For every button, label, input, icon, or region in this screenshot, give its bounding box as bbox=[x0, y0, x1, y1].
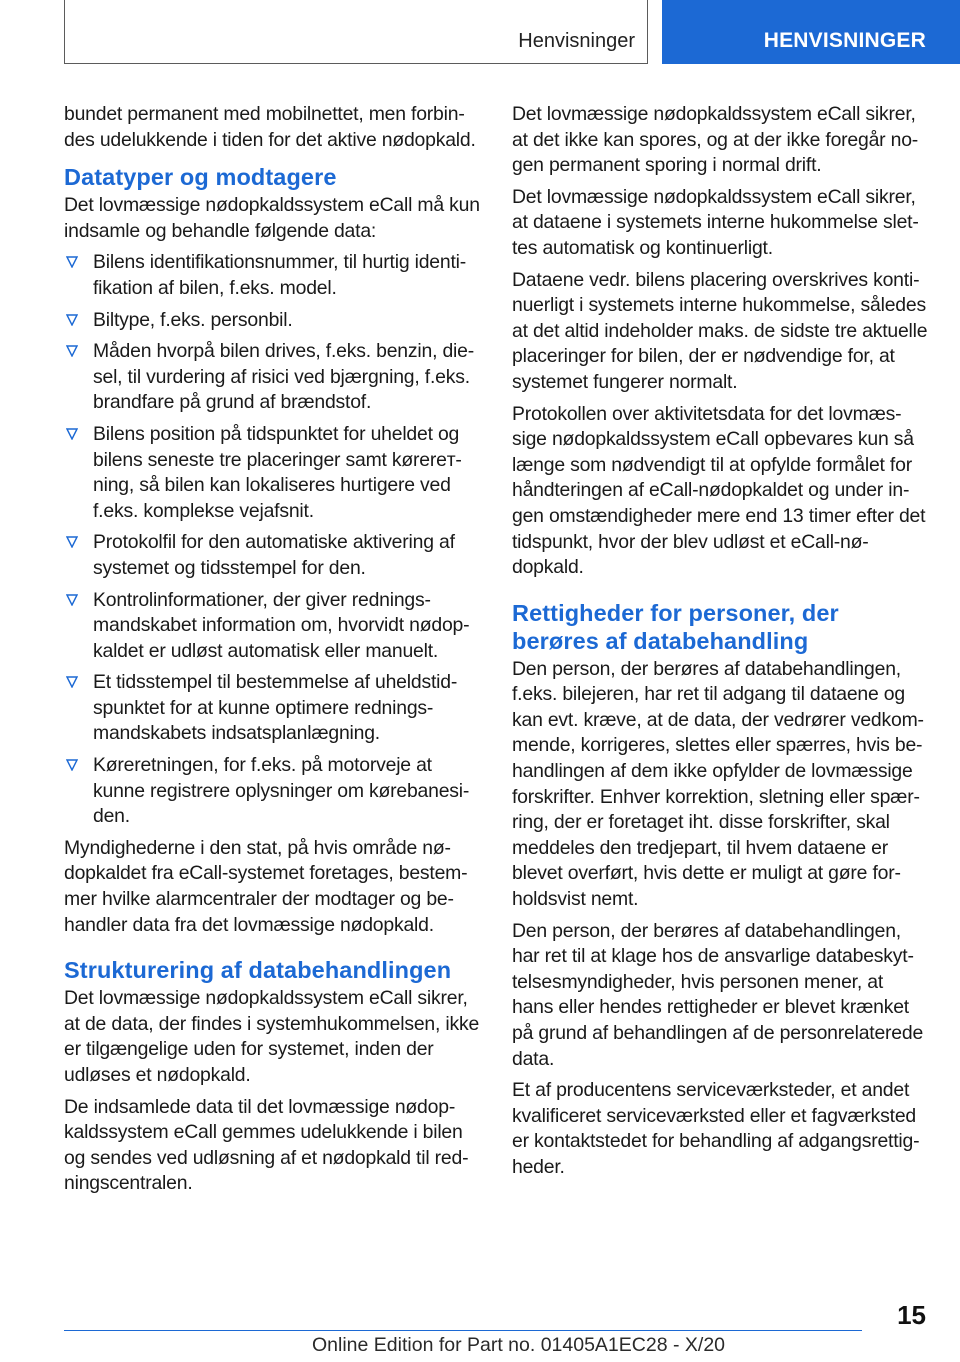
list-item bbox=[64, 250, 480, 301]
footer-divider bbox=[64, 1330, 862, 1331]
authorities-paragraph: Myndighederne i den stat, på hvis område nødopkaldet fra eCall-systemet foretages, bestemmer hvilke alarmcentraler der modtager og behandler data fra det lovmæssige nødopkald. bbox=[64, 836, 468, 936]
triangle-bullet-icon bbox=[66, 594, 78, 606]
rights-paragraph-3: Et af producentens serviceværksteder, et andet kvalificeret serviceværksted eller et fagværksted er kontaktstedet for behandling af adgangsrettigheder. bbox=[512, 1079, 920, 1178]
triangle-bullet-icon bbox=[66, 314, 78, 326]
tracking-paragraph: Det lovmæssige nødopkaldssystem eCall sikrer, at det ikke kan spores, og at der ikke foregår nogen permanent sporing i normal drift. bbox=[512, 103, 919, 177]
chapter-tab[interactable] bbox=[662, 0, 960, 64]
list-item bbox=[64, 753, 480, 830]
heading-rights: Rettigheder for personer, der berøres af databehandling bbox=[512, 599, 839, 654]
structuring-paragraph-1: Det lovmæssige nødopkaldssystem eCall sikrer, at de data, der findes i systemhukommelsen, ikke er tilgængelige uden for systemet, inden der udløses et nødopkald. bbox=[64, 987, 480, 1086]
heading-data-types: Datatyper og modtagere bbox=[64, 164, 337, 191]
position-paragraph: Dataene vedr. bilens placering overskrives kontinuerligt i systemets interne hukommelse, således at det altid indeholder maks. de sidste tre aktuelle placeringer for bilen, der er nødvendige for, at systemet fungerer normalt. bbox=[512, 268, 928, 393]
list-item-text: Biltype, f.eks. personbil. bbox=[93, 308, 293, 331]
list-item-text: Et tidsstempel til bestemmelse af uheldstidspunktet for at kunne optimere redningsmandskabets indsatsplanlægning. bbox=[93, 671, 458, 745]
data-types-list bbox=[64, 250, 480, 829]
deletion-paragraph: Det lovmæssige nødopkaldssystem eCall sikrer, at dataene i systemets interne hukommelse slettes automatisk og kontinuerligt. bbox=[512, 185, 919, 259]
list-item-text: Kontrolinformationer, der giver redningsmandskabet information om, hvorvidt nødopkaldet er udløst automatisk eller manuelt. bbox=[93, 588, 470, 662]
list-item-text: Bilens position på tidspunktet for uheldet og bilens seneste tre placeringer samt kørereтning, så bilen kan lokaliseres hurtigere ved f.eks. komplekse vejafsnit. bbox=[93, 422, 462, 522]
triangle-bullet-icon bbox=[66, 759, 78, 771]
left-column bbox=[64, 102, 480, 1203]
rights-paragraph-2: Den person, der berøres af databehandlingen, har ret til at klage hos de ansvarlige databeskyttelsesmyndigheder, hvis personen mener, at hans eller hendes rettigheder er blevet krænket på grund af behandlingen af de personrelaterede data. bbox=[512, 919, 924, 1070]
list-item bbox=[64, 422, 480, 524]
list-item-text: Protokolfil for den automatiske aktivering af systemet og tidsstempel for den. bbox=[93, 531, 455, 579]
triangle-bullet-icon bbox=[66, 428, 78, 440]
list-item bbox=[64, 588, 480, 665]
protocol-paragraph: Protokollen over aktivitetsdata for det lovmæssige nødopkaldssystem eCall opbevares kun så længe som nødvendigt til at opfylde formålet for håndteringen af eCall-nødopkaldet og under ingen omstændigheder mere end 13 timer efter det tidspunkt, hvor der blev udløst et eCall-nødopkald. bbox=[512, 402, 926, 579]
list-item-text: Måden hvorpå bilen drives, f.eks. benzin, diesel, til vurdering af risici ved bjærgning, f.eks. brandfare på grund af brændstof. bbox=[93, 340, 475, 414]
structuring-paragraph-2: De indsamlede data til det lovmæssige nødopkaldssystem eCall gemmes udelukkende i bilen og sendes ved udløsning af et nødopkald til redningscentralen. bbox=[64, 1095, 469, 1195]
data-types-paragraph: Det lovmæssige nødopkaldssystem eCall må kun indsamle og behandle følgende data: bbox=[64, 194, 480, 242]
triangle-bullet-icon bbox=[66, 256, 78, 268]
section-label: Henvisninger bbox=[518, 30, 635, 52]
triangle-bullet-icon bbox=[66, 676, 78, 688]
triangle-bullet-icon bbox=[66, 345, 78, 357]
chapter-tab-label: HENVISNINGER bbox=[763, 29, 926, 52]
page-number: 15 bbox=[897, 1300, 926, 1330]
triangle-bullet-icon bbox=[66, 536, 78, 548]
footer-edition-text: Online Edition for Part no. 01405A1EC28 - X/20 bbox=[312, 1334, 726, 1356]
list-item-text: Bilens identifikationsnummer, til hurtig identifikation af bilen, f.eks. model. bbox=[93, 251, 467, 299]
rights-paragraph-1: Den person, der berøres af databehandlingen, f.eks. bilejeren, har ret til adgang til dataene og kan evt. kræve, at de data, der vedrører vedkommende, korrigeres, slettes eller spærres, hvis behandlingen af dem ikke opfylder de lovmæssige forskrifter. Enhver korrektion, sletning eller spærring, der er foretaget iht. disse forskrifter, skal meddeles den tredjepart, til hvem dataene er blevet overført, hvis dette er muligt at gøre forholdsvist nemt. bbox=[512, 657, 924, 911]
list-item bbox=[64, 530, 480, 581]
heading-structuring: Strukturering af databehandlingen bbox=[64, 957, 452, 984]
intro-paragraph: bundet permanent med mobilnettet, men forbindes udelukkende i tiden for det aktive nødopkald. bbox=[64, 103, 476, 151]
right-column bbox=[512, 102, 928, 1187]
list-item bbox=[64, 308, 480, 334]
list-item-text: Køreretningen, for f.eks. på motorveje at kunne registrere oplysninger om kørebanesiden. bbox=[93, 754, 470, 828]
list-item bbox=[64, 339, 480, 416]
section-header-box bbox=[64, 0, 648, 64]
list-item bbox=[64, 670, 480, 747]
